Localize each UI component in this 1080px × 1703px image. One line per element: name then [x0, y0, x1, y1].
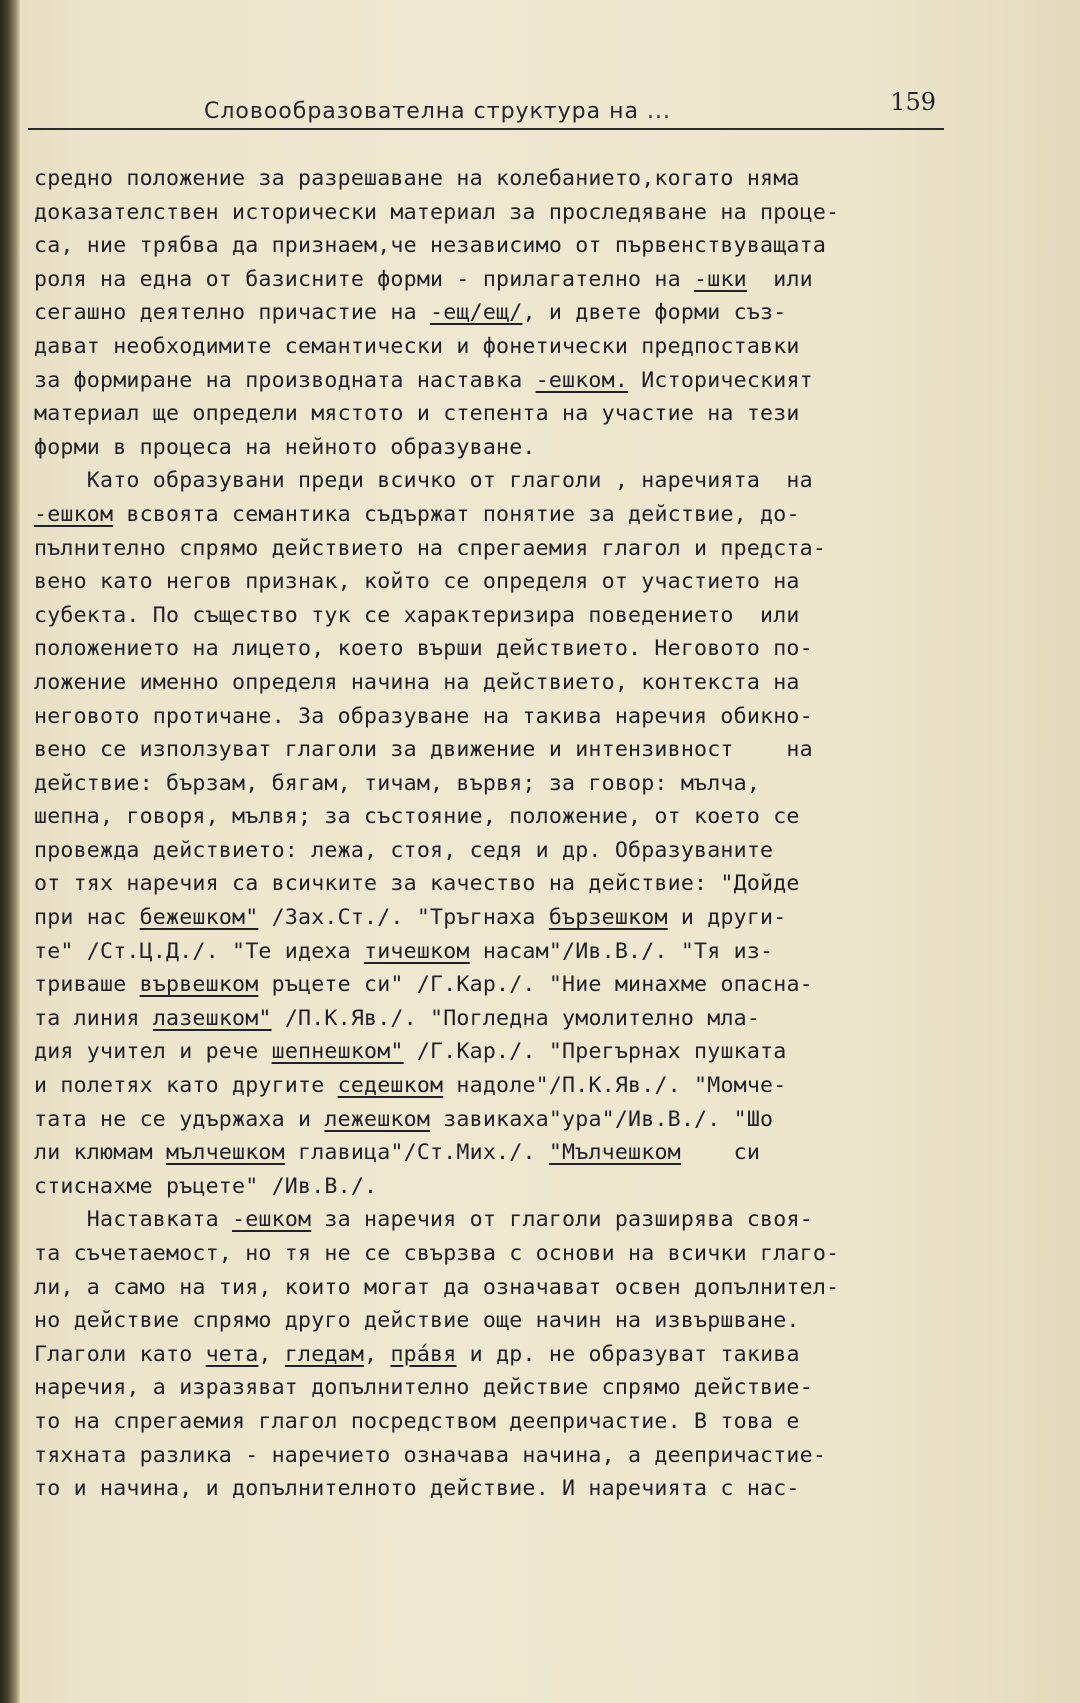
text-line	[34, 464, 986, 498]
text-segment: от тях наречия са всичките за качество на действие: "Дойде	[34, 871, 800, 897]
text-line	[34, 1103, 986, 1137]
text-line	[34, 767, 986, 801]
text-segment: дия учител и рече	[34, 1039, 272, 1065]
text-segment: шепна, говоря, мълвя; за състояние, положение, от което се	[34, 804, 800, 830]
text-segment: средно положение за разрешаване на колебанието,когато няма	[34, 166, 800, 191]
underlined-term: гледам	[284, 1341, 365, 1367]
text-segment: сегашно деятелно причастие на	[34, 300, 431, 326]
text-segment: доказателствен исторически материал за проследяване на проце-	[34, 199, 840, 225]
text-segment: неговото протичане. За образуване на такива наречия обикно-	[34, 703, 813, 729]
text-line	[34, 700, 986, 734]
text-segment: вено като негов признак, който се определя от участието на	[34, 569, 800, 595]
underlined-term: мълчешком	[166, 1140, 285, 1166]
underlined-term: седешком	[337, 1073, 444, 1099]
text-segment: ,	[364, 1341, 391, 1367]
text-line	[34, 1439, 986, 1473]
page-number: 159	[890, 88, 936, 116]
text-segment: си	[680, 1140, 761, 1166]
text-segment: вено се използуват глаголи за движение и интензивност на	[34, 737, 813, 763]
underlined-term: чета	[205, 1341, 259, 1367]
underlined-term: "Мълчешком	[548, 1140, 681, 1166]
text-segment: /Зах.Ст./. "Тръгнаха	[258, 905, 549, 931]
text-segment: дават необходимите семантически и фонетически предпоставки	[34, 333, 800, 359]
text-segment: те" /Ст.Ц.Д./. "Те идеха	[34, 938, 365, 964]
text-segment: та линия	[34, 1005, 153, 1031]
underlined-term: -ешком.	[535, 367, 629, 393]
text-segment: Глаголи като	[34, 1341, 206, 1367]
text-line	[34, 1405, 986, 1439]
underlined-term: тичешком	[364, 938, 470, 964]
text-segment: , и двете форми съз-	[522, 300, 787, 326]
text-segment: Историческият	[628, 367, 813, 393]
text-segment: насам"/Ив.В./. "Тя из-	[469, 938, 774, 964]
text-line	[34, 330, 986, 364]
text-segment: то на спрегаемия глагол посредством деепричастие. В това е	[34, 1408, 800, 1434]
text-segment: действие: бързам, бягам, тичам, вървя; за говор: мълча,	[34, 770, 761, 796]
text-segment: завикаха"ура"/Ив.В./. "Шо	[430, 1106, 774, 1132]
underlined-term: бежешком"	[139, 905, 259, 931]
text-line	[34, 1472, 986, 1506]
text-segment: /Г.Кар./. "Прегърнах пушката	[403, 1039, 787, 1065]
text-segment: форми в процеса на нейното образуване.	[34, 434, 536, 460]
text-line	[34, 1304, 986, 1338]
text-segment: и други-	[667, 905, 787, 931]
text-line	[34, 599, 986, 633]
text-line	[34, 1136, 986, 1170]
text-segment: наречия, а изразяват допълнително действие спрямо действие-	[34, 1375, 813, 1401]
text-segment: главица"/Ст.Мих./.	[284, 1140, 549, 1166]
text-segment: но действие спрямо друго действие още начин на извършване.	[34, 1308, 800, 1334]
text-line	[34, 263, 986, 297]
text-segment: за формиране на производната наставка	[34, 367, 536, 393]
underlined-term: бързешком	[548, 905, 668, 931]
underlined-term: шепнешком"	[271, 1039, 404, 1065]
text-line	[34, 565, 986, 599]
text-line	[34, 162, 986, 196]
text-segment: стиснахме ръцете" /Ив.В./.	[34, 1173, 378, 1199]
text-line	[34, 867, 986, 901]
text-segment: тата не се удържаха и	[34, 1106, 325, 1132]
text-line	[34, 229, 986, 263]
text-line	[34, 1338, 986, 1372]
text-line	[34, 532, 986, 566]
text-segment: провежда действието: лежа, стоя, седя и др. Образуваните	[34, 837, 774, 863]
running-title: Словообразователна структура на ...	[204, 99, 671, 124]
text-segment: триваше	[34, 972, 140, 998]
text-segment: ли клюмам	[34, 1140, 167, 1166]
text-segment: та съчетаемост, но тя не се свързва с основи на всички глаго-	[34, 1241, 840, 1266]
text-segment: /П.К.Яв./. "Погледна умолително мла-	[271, 1005, 761, 1031]
text-line	[34, 632, 986, 666]
text-line	[34, 901, 986, 935]
text-line	[34, 1371, 986, 1405]
text-line	[34, 196, 986, 230]
text-line	[34, 733, 986, 767]
text-segment: тяхната разлика - наречието означава начина, а деепричастие-	[34, 1442, 827, 1468]
text-segment: ли, а само на тия, които могат да означават освен допълнител-	[34, 1274, 840, 1300]
text-line	[34, 1069, 986, 1103]
text-segment: пълнително спрямо действието на спрегаемия глагол и предста-	[34, 535, 827, 561]
text-line	[34, 1271, 986, 1305]
text-line	[34, 431, 986, 465]
text-line	[34, 296, 986, 330]
text-line	[34, 800, 986, 834]
text-line	[34, 1170, 986, 1204]
text-segment: всвоята семантика съдържат понятие за действие, до-	[113, 501, 800, 527]
text-segment: ръцете си" /Г.Кар./. "Ние минахме опасна-	[258, 972, 813, 998]
text-segment: или	[746, 266, 813, 292]
underlined-term: вървешком	[139, 972, 259, 998]
text-segment: ,	[258, 1341, 285, 1367]
text-line	[34, 666, 986, 700]
text-line	[34, 1035, 986, 1069]
underlined-term: -шки	[694, 266, 747, 292]
text-line	[34, 498, 986, 532]
underlined-term: лежешком	[324, 1106, 431, 1132]
text-line	[34, 935, 986, 969]
running-header	[28, 88, 944, 130]
text-line	[34, 1002, 986, 1036]
text-segment: то и начина, и допълнителното действие. И наречията с нас-	[34, 1476, 800, 1502]
underlined-term: -ешком	[232, 1207, 312, 1233]
text-line	[34, 364, 986, 398]
text-segment: са, ние трябва да признаем,че независимо от първенствуващата	[34, 233, 827, 259]
text-segment: Като образувани преди всичко от глаголи , наречията на	[34, 468, 813, 494]
text-segment: за наречия от глаголи разширява своя-	[311, 1207, 813, 1233]
text-segment: субекта. По същество тук се характеризира поведението или	[34, 602, 800, 628]
text-segment: при нас	[34, 905, 140, 931]
text-segment: положението на лицето, което върши действието. Неговото по-	[34, 636, 813, 662]
underlined-term: -ещ/ещ/	[430, 300, 523, 326]
text-segment: ложение именно определя начина на действието, контекста на	[34, 669, 800, 695]
text-line	[34, 834, 986, 868]
text-line	[34, 968, 986, 1002]
text-segment: роля на една от базисните форми - прилагателно на	[34, 266, 695, 292]
book-spine-shadow	[0, 0, 20, 1703]
text-line	[34, 1203, 986, 1237]
text-segment: надоле"/П.К.Яв./. "Момче-	[443, 1073, 787, 1099]
text-line	[34, 1237, 986, 1271]
underlined-term: прáвя	[390, 1341, 457, 1367]
text-segment: Наставката	[34, 1207, 233, 1233]
text-line	[34, 397, 986, 431]
underlined-term: лазешком"	[152, 1005, 272, 1031]
body-text	[34, 162, 986, 1506]
text-segment: и др. не образуват такива	[456, 1341, 800, 1367]
text-segment: материал ще определи мястото и степента на участие на тези	[34, 401, 800, 427]
text-segment: и полетях като другите	[34, 1073, 338, 1099]
underlined-term: -ешком	[34, 501, 114, 527]
